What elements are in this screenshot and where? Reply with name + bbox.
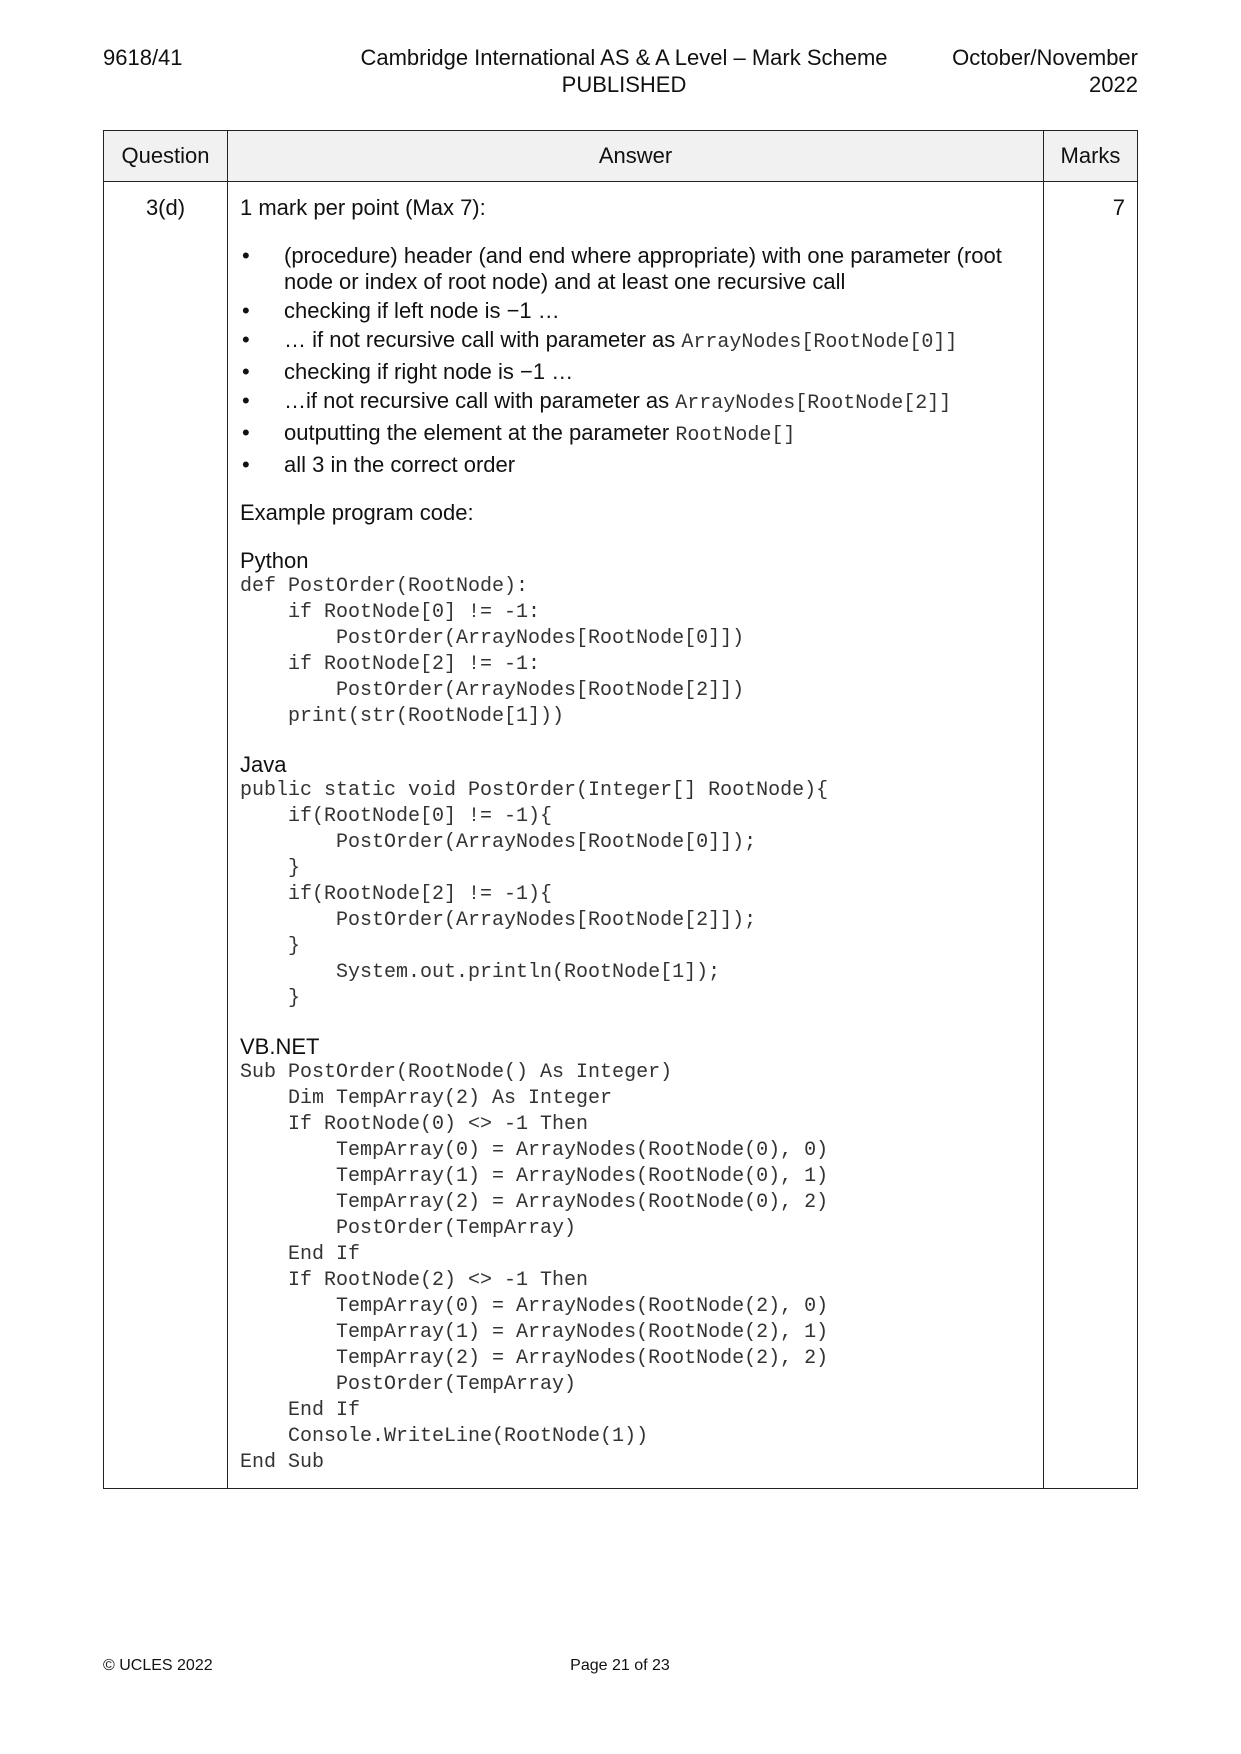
exam-session — [952, 44, 1138, 98]
marking-points-list — [240, 243, 1033, 478]
python-code: def PostOrder(RootNode): if RootNode[0] != -1: PostOrder(ArrayNodes[RootNode[0]]) if RootNode[2] != -1: PostOrder(ArrayNodes[RootNode[2]]) print(str(RootNode[1])) — [240, 575, 745, 728]
java-label: Java — [240, 752, 287, 777]
bullet-icon: • — [242, 359, 250, 384]
bullet-icon: • — [242, 388, 250, 413]
marking-point-text: (procedure) header (and end where appropriate) with one parameter (root node or index of root node) and at least one recursive call — [284, 243, 1002, 294]
table-row — [104, 182, 1138, 1489]
title-line-2: PUBLISHED — [561, 72, 687, 97]
table-header-row — [104, 131, 1138, 182]
session-line-1: October/November — [952, 45, 1138, 70]
vbnet-label: VB.NET — [240, 1034, 320, 1059]
marking-point — [240, 327, 1033, 356]
bullet-icon: • — [242, 327, 250, 352]
python-label: Python — [240, 548, 309, 573]
marking-intro: 1 mark per point (Max 7): — [240, 195, 486, 220]
marking-point — [240, 452, 1033, 478]
marking-point-code: ArrayNodes[RootNode[0]] — [681, 331, 958, 354]
marking-point-text: checking if left node is −1 … — [284, 298, 560, 323]
vbnet-code: Sub PostOrder(RootNode() As Integer) Dim TempArray(2) As Integer If RootNode(0) <> -1 Then TempArray(0) = ArrayNodes(RootNode(0), 0) TempArray(1) = ArrayNodes(RootNode(0), 1) TempArray(2) = ArrayNodes(RootNode(0), 2) PostOrder(TempArray) End If If RootNode(2) <> -1 Then TempArray(0) = ArrayNodes(RootNode(2), 0) TempArray(1) = ArrayNodes(RootNode(2), 1) TempArray(2) = ArrayNodes(RootNode(2), 2) PostOrder(TempArray) End If Console.WriteLine(RootNode(1)) End Sub — [240, 1061, 829, 1474]
answer-column-header: Answer — [228, 131, 1044, 182]
bullet-icon: • — [242, 452, 250, 477]
marking-point — [240, 359, 1033, 385]
bullet-icon: • — [242, 298, 250, 323]
marking-point — [240, 298, 1033, 324]
document-title — [300, 44, 948, 98]
example-code-label: Example program code: — [240, 500, 474, 525]
marking-point-text: all 3 in the correct order — [284, 452, 516, 477]
bullet-icon: • — [242, 243, 250, 268]
paper-code: 9618/41 — [103, 45, 183, 70]
question-number: 3(d) — [104, 182, 228, 1489]
marking-point-code: RootNode[] — [675, 424, 796, 447]
marking-point-text: …if not recursive call with parameter as — [284, 388, 676, 413]
marking-point-text: checking if right node is −1 … — [284, 359, 574, 384]
marking-point — [240, 388, 1033, 417]
marking-point — [240, 243, 1033, 295]
marking-point — [240, 420, 1033, 449]
copyright: © UCLES 2022 — [103, 1657, 213, 1674]
page-number: Page 21 of 23 — [570, 1657, 670, 1674]
java-code: public static void PostOrder(Integer[] RootNode){ if(RootNode[0] != -1){ PostOrder(ArrayNodes[RootNode[0]]); } if(RootNode[2] != -1){ PostOrder(ArrayNodes[RootNode[2]]); } System.out.println(RootNode[1]); } — [240, 779, 829, 1010]
title-line-1: Cambridge International AS & A Level – Mark Scheme — [360, 45, 888, 70]
session-line-2: 2022 — [1089, 72, 1138, 97]
marking-point-text: … if not recursive call with parameter as — [284, 327, 682, 352]
bullet-icon: • — [242, 420, 250, 445]
marks-column-header: Marks — [1044, 131, 1138, 182]
answer-cell — [228, 182, 1044, 1489]
marking-point-code: ArrayNodes[RootNode[2]] — [675, 392, 952, 415]
mark-scheme-table — [103, 130, 1138, 1489]
question-column-header: Question — [104, 131, 228, 182]
marking-point-text: outputting the element at the parameter — [284, 420, 676, 445]
marks-value: 7 — [1044, 182, 1138, 1489]
